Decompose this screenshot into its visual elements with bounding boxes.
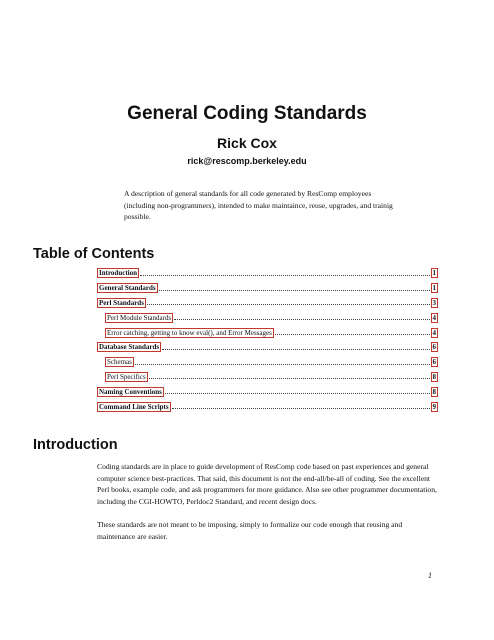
- toc-entry-perl-module-standards[interactable]: [97, 310, 438, 325]
- toc-leader: [149, 378, 430, 379]
- toc-entry-naming-conventions[interactable]: [97, 384, 438, 399]
- document-author: Rick Cox: [217, 135, 277, 151]
- toc-page-number[interactable]: 4: [432, 313, 436, 322]
- toc-page-number[interactable]: 9: [432, 402, 436, 411]
- toc-heading: Table of Contents: [33, 246, 155, 262]
- toc-leader: [162, 349, 429, 350]
- toc-link[interactable]: Command Line Scripts: [99, 402, 169, 411]
- toc-link[interactable]: Schemas: [107, 358, 132, 367]
- toc-leader: [172, 408, 430, 409]
- toc-page-number[interactable]: 3: [432, 298, 436, 307]
- toc-entry-error-catching[interactable]: [97, 325, 438, 340]
- toc-link[interactable]: Error catching, getting to know eval(), and Error Messages: [107, 328, 272, 337]
- toc-entry-general-standards[interactable]: [97, 281, 438, 296]
- toc-leader: [140, 275, 430, 276]
- introduction-paragraph: Coding standards are in place to guide development of ResComp code based on past experiences and general computer science best-practices. That said, this document is not the end-all/be-all of coding. See the excellent Perl books, example code, and ask programmers for more guidance. Also see other programmer documentation, including the CGI-HOWTO, Perldoc2 Standard, and recent design docs.: [97, 462, 437, 506]
- introduction-heading: Introduction: [33, 437, 118, 453]
- toc-link[interactable]: Perl Specifics: [107, 372, 146, 381]
- page-number: 1: [428, 571, 432, 580]
- toc-entry-perl-standards[interactable]: [97, 296, 438, 311]
- toc-link[interactable]: Naming Conventions: [99, 387, 162, 396]
- toc-link[interactable]: Perl Module Standards: [107, 313, 172, 322]
- toc-entry-introduction[interactable]: [97, 266, 438, 281]
- toc-entry-schemas[interactable]: [97, 355, 438, 370]
- author-email: rick@rescomp.berkeley.edu: [187, 156, 307, 166]
- introduction-paragraph: These standards are not meant to be imposing, simply to formalize our code enough that reusing and maintenance are easier.: [97, 520, 403, 541]
- toc-link[interactable]: Introduction: [99, 269, 137, 278]
- toc-leader: [174, 319, 429, 320]
- toc-page-number[interactable]: 8: [432, 387, 436, 396]
- toc-page-number[interactable]: 6: [432, 358, 436, 367]
- toc-link[interactable]: Database Standards: [99, 343, 160, 352]
- toc-leader: [147, 304, 430, 305]
- toc-entry-command-line-scripts[interactable]: [97, 399, 438, 414]
- document-abstract: A description of general standards for all code generated by ResComp employees (including non-programmers), intended to make maintaince, reuse, upgrades, and trainig possible.: [124, 189, 393, 221]
- toc-entry-perl-specifics[interactable]: [97, 370, 438, 385]
- toc-leader: [135, 364, 430, 365]
- toc-leader: [159, 290, 430, 291]
- toc-page-number[interactable]: 6: [432, 343, 436, 352]
- document-title: General Coding Standards: [127, 103, 367, 124]
- toc-leader: [165, 393, 430, 394]
- toc-link[interactable]: Perl Standards: [99, 298, 144, 307]
- toc-page-number[interactable]: 1: [432, 269, 436, 278]
- toc-page-number[interactable]: 1: [432, 284, 436, 293]
- toc-link[interactable]: General Standards: [99, 284, 156, 293]
- toc-page-number[interactable]: 4: [432, 328, 436, 337]
- table-of-contents: [97, 266, 438, 414]
- toc-leader: [275, 334, 430, 335]
- toc-page-number[interactable]: 8: [432, 372, 436, 381]
- toc-entry-database-standards[interactable]: [97, 340, 438, 355]
